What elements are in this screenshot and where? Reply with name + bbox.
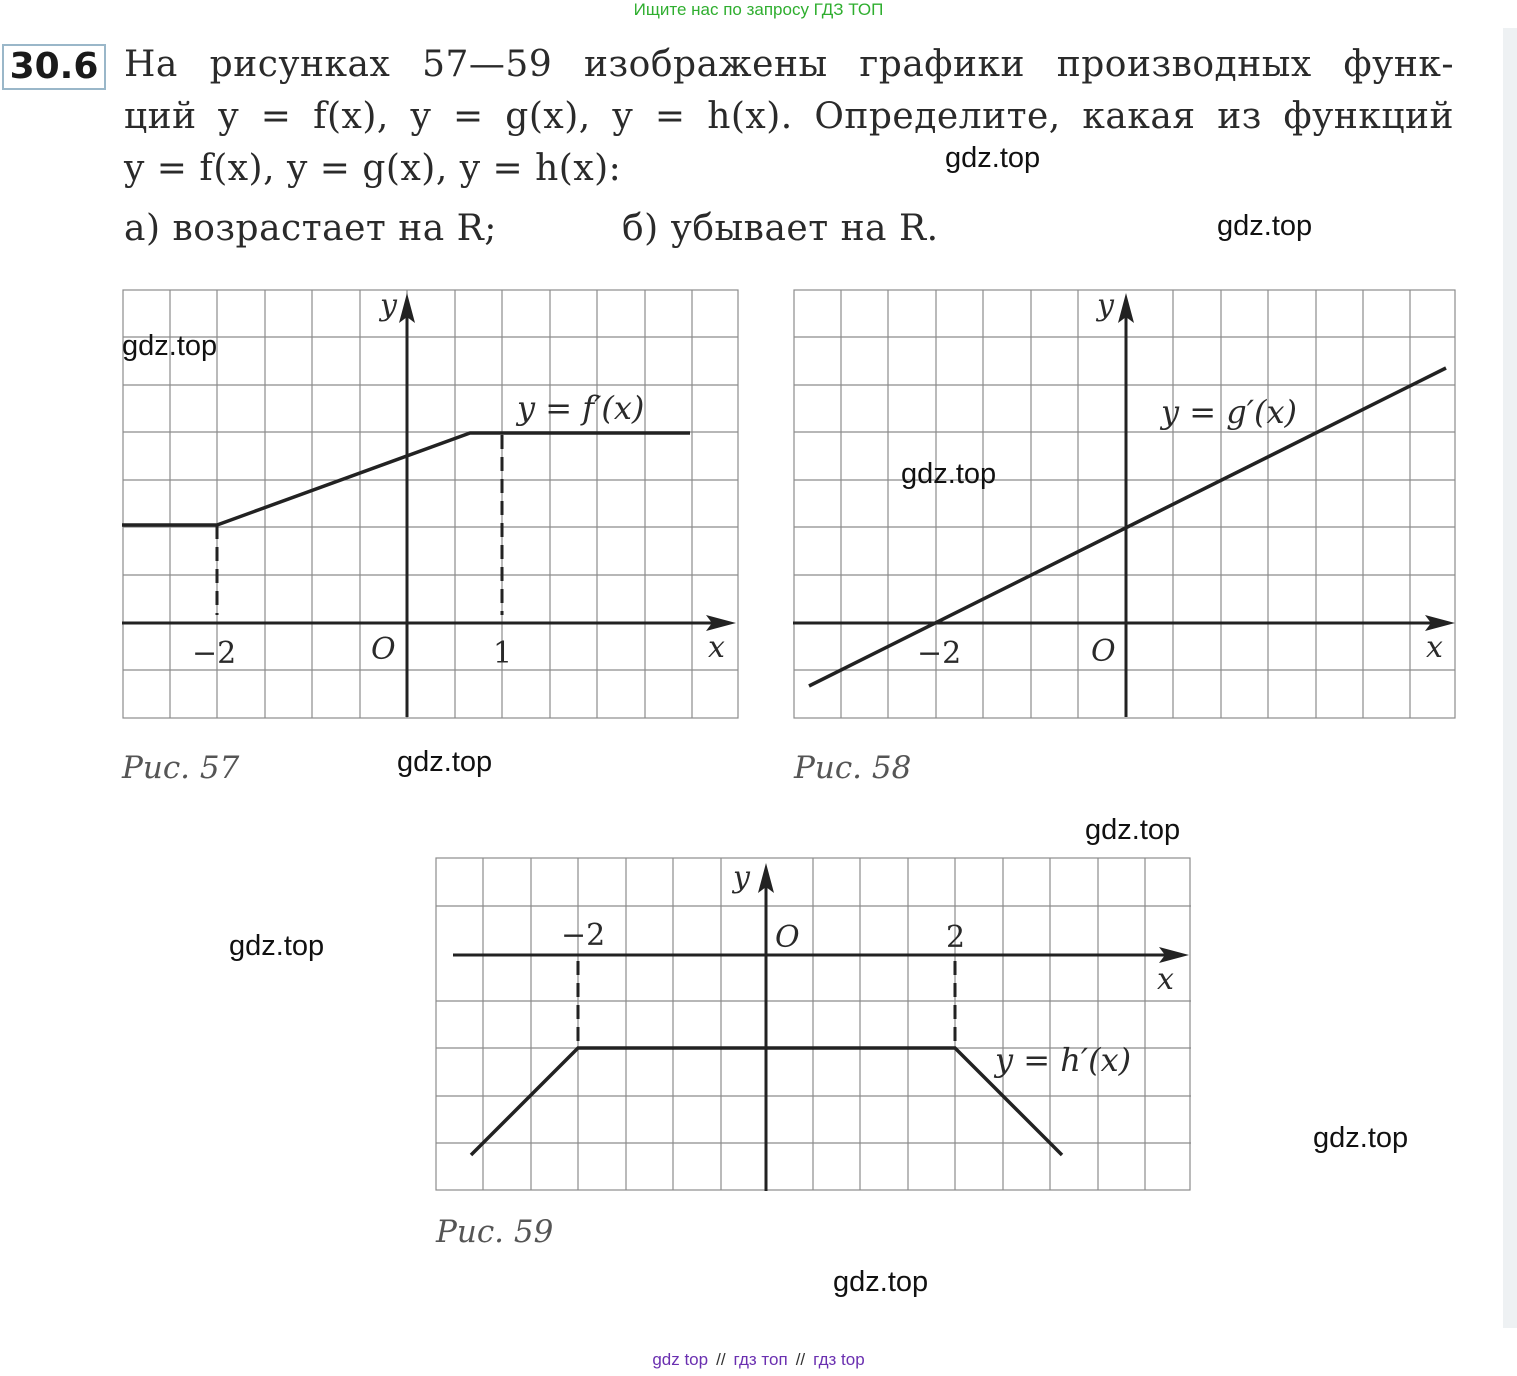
axis-y-label: y — [733, 860, 750, 895]
problem-text-line-2: ций y = f(x), y = g(x), y = h(x). Определите, какая из функций — [124, 96, 1454, 137]
footer-link-2[interactable]: гдз топ — [733, 1350, 788, 1369]
figure-57-caption: Рис. 57 — [122, 750, 240, 786]
figure-59-graph — [435, 857, 1193, 1193]
watermark: gdz.top — [397, 746, 493, 778]
origin-label: O — [775, 920, 800, 955]
right-edge-strip — [1503, 28, 1517, 1328]
footer — [0, 1350, 1517, 1370]
tick-label-minus-2: −2 — [917, 636, 962, 671]
footer-separator: // — [795, 1350, 806, 1369]
watermark: gdz.top — [945, 142, 1041, 174]
axis-x-label: x — [1426, 630, 1443, 665]
watermark: gdz.top — [1217, 210, 1313, 242]
watermark: gdz.top — [1085, 814, 1181, 846]
function-label: y = g′(x) — [1161, 393, 1297, 431]
grid — [436, 858, 1191, 1190]
watermark: gdz.top — [122, 330, 218, 362]
origin-label: O — [371, 632, 396, 667]
axis-x-label: x — [708, 630, 725, 665]
watermark: gdz.top — [901, 458, 997, 490]
footer-link-3[interactable]: гдз top — [813, 1350, 865, 1369]
problem-part-b: б) убывает на R. — [622, 208, 939, 249]
figure-58-caption: Рис. 58 — [794, 750, 912, 786]
problem-number: 30.6 — [2, 44, 106, 90]
figure-59-caption: Рис. 59 — [436, 1214, 554, 1250]
origin-label: O — [1091, 634, 1116, 669]
function-label: y = f′(x) — [517, 389, 645, 427]
watermark: gdz.top — [833, 1266, 929, 1298]
footer-separator: // — [716, 1350, 726, 1369]
axis-y-label: y — [1097, 288, 1114, 323]
problem-text-line-1: На рисунках 57—59 изображены графики производных функ- — [124, 44, 1454, 85]
problem-text-line-3: y = f(x), y = g(x), y = h(x): — [124, 148, 622, 189]
tick-label-minus-2: −2 — [192, 636, 237, 671]
top-banner: Ищите нас по запросу ГДЗ ТОП — [633, 0, 884, 19]
figure-58-graph — [793, 289, 1458, 721]
tick-label-1: 1 — [493, 636, 513, 671]
tick-label-minus-2: −2 — [561, 918, 606, 953]
footer-link-1[interactable]: gdz top — [652, 1350, 709, 1369]
problem-part-a: а) возрастает на R; — [124, 208, 497, 249]
watermark: gdz.top — [229, 930, 325, 962]
function-label: y = h′(x) — [995, 1041, 1132, 1079]
watermark: gdz.top — [1313, 1122, 1409, 1154]
axis-y-label: y — [380, 288, 397, 323]
axis-x-label: x — [1157, 962, 1174, 997]
tick-label-2: 2 — [946, 920, 966, 955]
